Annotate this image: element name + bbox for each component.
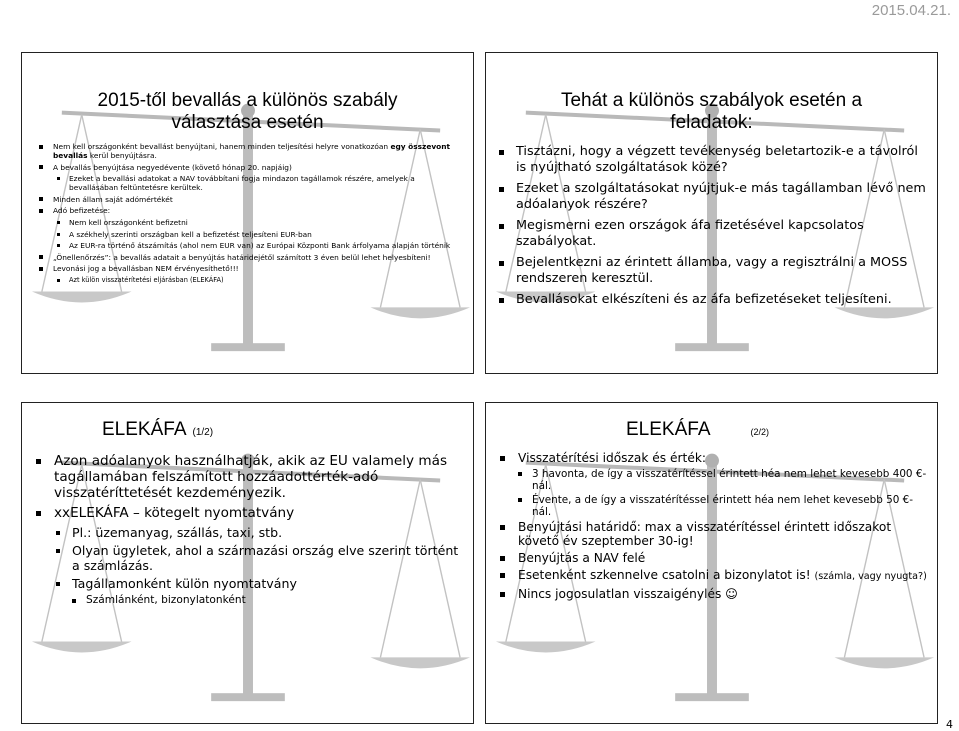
page-number: 4 — [946, 718, 953, 731]
list-item: 3 havonta, de így a visszatérítéssel érintett héa nem lehet kevesebb 400 €-nál. — [500, 468, 929, 492]
list-item: Megismerni ezen országok áfa fizetésével kapcsolatos szabályokat. — [499, 218, 927, 250]
bullet-text: Esetenként szkennelve csatolni a bizonylatot is! — [518, 568, 811, 582]
list-item — [500, 568, 929, 584]
slide-title-line2: feladatok: — [670, 112, 753, 133]
list-item: Benyújtási határidő: max a visszatérítéssel érintett időszakot követő év szeptember 30-ig! — [500, 520, 929, 548]
list-item: „Önellenőrzés”: a bevallás adatait a benyújtás határidejétől számított 3 éven belül lehet helyesbíteni! — [39, 253, 463, 262]
bullet-note: (számla, vagy nyugta?) — [814, 571, 927, 582]
list-item: A bevallás benyújtása negyedévente (követő hónap 20. napjáig) — [39, 163, 463, 172]
list-item: Levonási jog a bevallásban NEM érvényesíthető!!! — [39, 264, 463, 273]
list-item: Azon adóalanyok használhatják, akik az EU valamely más tagállamában felszámított hozzáadottérték-adó visszatéríttetését kezdeményezik. — [36, 453, 465, 501]
list-item: Tisztázni, hogy a végzett tevékenység beletartozik-e a távolról is nyújtható szolgáltatások közé? — [499, 144, 927, 176]
list-item: xxELEKÁFA – kötegelt nyomtatvány — [36, 505, 465, 521]
list-item: Benyújtás a NAV felé — [500, 551, 929, 565]
slide-title — [22, 53, 473, 134]
slide-title-suffix: (1/2) — [192, 427, 214, 438]
slide-bullet-list — [22, 134, 473, 285]
slide-bullet-list — [22, 441, 473, 607]
list-item: Adó befizetése: — [39, 206, 463, 215]
slide-title — [486, 403, 937, 441]
slide-title — [486, 53, 937, 134]
list-item: Ezeket a bevallási adatokat a NAV továbbítani fogja mindazon tagállamok részére, amelyek a bevallásában feltüntetésre kerültek. — [39, 174, 463, 192]
list-item: Visszatérítési időszak és érték: — [500, 451, 929, 465]
list-item: Nincs jogosulatlan visszaigénylés ☺ — [500, 587, 929, 601]
slide-elekafa-1 — [21, 402, 474, 724]
list-item: Nem kell országonként befizetni — [39, 218, 463, 227]
slide-title — [22, 403, 473, 441]
slide-title-text: ELEKÁFA — [102, 419, 187, 440]
list-item: Olyan ügyletek, ahol a származási ország elve szerint történt a számlázás. — [36, 543, 465, 573]
list-item: Minden állam saját adómértékét — [39, 195, 463, 204]
list-item: Pl.: üzemanyag, szállás, taxi, stb. — [36, 525, 465, 540]
page-date: 2015.04.21. — [871, 2, 951, 19]
list-item: A székhely szerinti országban kell a befizetést teljesíteni EUR-ban — [39, 230, 463, 239]
slide-title-line1: Tehát a különös szabályok esetén a — [560, 90, 863, 111]
slide-elekafa-2 — [485, 402, 938, 724]
list-item: Bejelentkezni az érintett államba, vagy a regisztrálni a MOSS rendszeren keresztül. — [499, 255, 927, 287]
slide-title-text: ELEKÁFA — [626, 419, 711, 440]
slide-bevallas-kulonos-szabaly — [21, 52, 474, 374]
slide-bullet-list — [486, 134, 937, 308]
bullet-text-bold: egy összevont bevallás — [53, 142, 451, 160]
list-item — [39, 142, 463, 160]
list-item: Tagállamonként külön nyomtatvány — [36, 576, 465, 591]
list-item: Bevallásokat elkészíteni és az áfa befizetéseket teljesíteni. — [499, 292, 927, 308]
slide-title-line1: 2015-től bevallás a különös szabály — [97, 90, 398, 111]
list-item: Ezeket a szolgáltatásokat nyújtjuk-e más tagállamban lévő nem adóalanyok részére? — [499, 181, 927, 213]
list-item: Számlánként, bizonylatonként — [36, 594, 465, 607]
slide-title-line2: választása esetén — [171, 112, 324, 133]
slide-title-suffix: (2/2) — [750, 427, 770, 437]
slide-bullet-list — [486, 441, 937, 601]
list-item: Azt külön visszatérítetési eljárásban (ELEKÁFA) — [39, 276, 463, 285]
bullet-text: Nem kell országonként bevallást benyújtani, hanem minden teljesítési helyre vonatkozóan — [53, 142, 391, 151]
slide-feladatok — [485, 52, 938, 374]
bullet-text: kerül benyújtásra. — [87, 151, 157, 160]
list-item: Évente, a de így a visszatérítéssel érintett héa nem lehet kevesebb 50 €-nál. — [500, 494, 929, 518]
list-item: Az EUR-ra történő átszámítás (ahol nem EUR van) az Európai Központi Bank árfolyama alapján történik — [39, 241, 463, 250]
